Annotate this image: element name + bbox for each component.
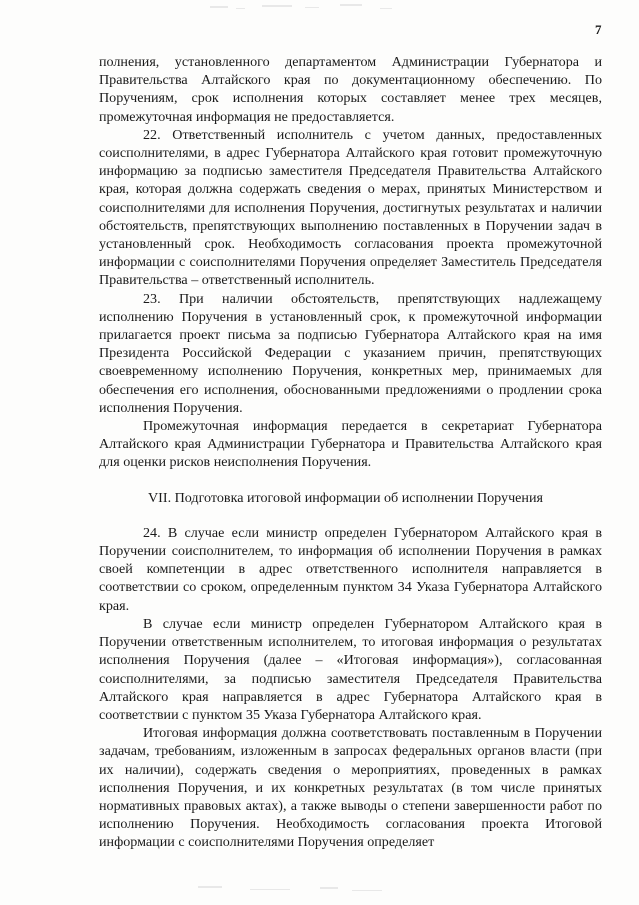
paragraph: Промежуточная информация передается в секретариат Губернатора Алтайского края Администрации Губернатора и Правительства Алтайского края для оценки рисков неисполнения Поручения. bbox=[99, 418, 602, 471]
paragraph-item-22: 22. Ответственный исполнитель с учетом данных, предоставленных соисполнителями, в адрес Губернатора Алтайского края готовит промежуточную информацию за подписью заместителя Председателя Правительства Алтайского края, которая должна содержать сведения о мерах, принятых Министерством и соисполнителями для исполнения Поручения, достигнутых результатах и наличии обстоятельств, препятствующих выполнению поставленных в Поручении задач в установленный срок. Необходимость согласования проекта промежуточной информации с соисполнителями Поручения определяет Заместитель Председателя Правительства – ответственный исполнитель. bbox=[99, 126, 602, 289]
paragraph: В случае если министр определен Губернатором Алтайского края в Поручении ответственным исполнителем, то итоговая информация о результатах исполнения Поручения (далее – «Итоговая информация»), согласованная соисполнителями, за подписью заместителя Председателя Правительства Алтайского края направляется в адрес Губернатора Алтайского края в соответствии с пунктом 35 Указа Губернатора Алтайского края. bbox=[99, 615, 602, 723]
paragraph: полнения, установленного департаментом Администрации Губернатора и Правительства Алтайского края по документационному обеспечению. По Поручениям, срок исполнения которых составляет менее трех месяцев, промежуточная информация не предоставляется. bbox=[99, 54, 602, 125]
page-number: 7 bbox=[595, 22, 602, 37]
paragraph: Итоговая информация должна соответствовать поставленным в Поручении задачам, требованиям, изложенным в запросах федеральных органов власти (при их наличии), содержать сведения о мероприятиях, проведенных в рамках исполнения Поручения, и их конкретных результатах (в том числе принятых нормативных правовых актах), а также выводы о степени завершенности работ по исполнению Поручения. Необходимость согласования проекта Итоговой информации с соисполнителями Поручения определяет bbox=[99, 725, 602, 851]
paragraph-item-24: 24. В случае если министр определен Губернатором Алтайского края в Поручении соисполнителем, то информация об исполнении Поручения в рамках своей компетенции в адрес ответственного исполнителя направляется в соответствии со сроком, определенным пунктом 34 Указа Губернатора Алтайского края. bbox=[99, 524, 602, 614]
section-heading: VII. Подготовка итоговой информации об исполнении Поручения bbox=[148, 489, 543, 506]
document-body bbox=[99, 53, 602, 852]
paragraph-item-23: 23. При наличии обстоятельств, препятствующих надлежащему исполнению Поручения в установленный срок, к промежуточной информации прилагается проект письма за подписью Губернатора Алтайского края на имя Президента Российской Федерации с указанием причин, препятствующих своевременному исполнению Поручения, конкретных мер, принимаемых для обеспечения его исполнения, обоснованными предложениями о продлении срока исполнения Поручения. bbox=[99, 290, 602, 416]
